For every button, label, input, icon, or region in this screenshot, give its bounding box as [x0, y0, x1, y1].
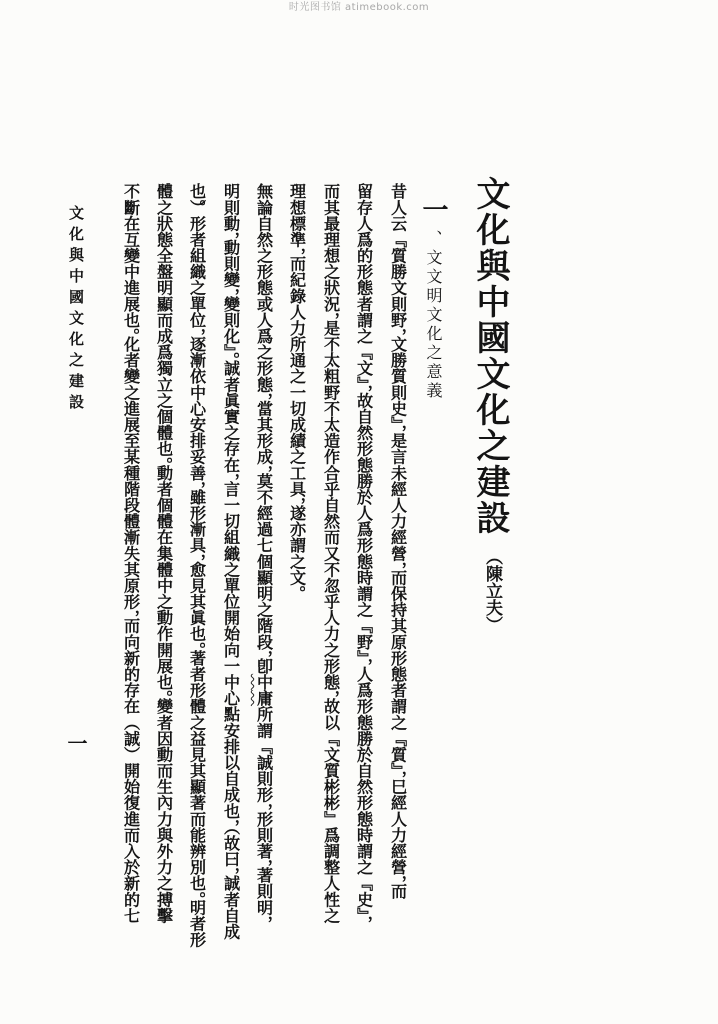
section-heading: 、文文明文化之意義: [424, 230, 443, 401]
punctuation-mark: 。: [154, 689, 173, 698]
punctuation-mark: ，: [254, 464, 273, 473]
text-column: [315, 183, 345, 955]
punctuation-mark: 。: [154, 456, 173, 465]
punctuation-mark: 。: [121, 327, 140, 336]
punctuation-mark: 。: [221, 351, 240, 361]
punctuation-mark: ，: [221, 231, 240, 240]
punctuation-mark: ，: [321, 689, 340, 698]
punctuation-mark: ，: [388, 424, 407, 433]
page-number: 一: [64, 733, 88, 753]
article-author: （陳立夫）: [482, 548, 502, 633]
text-column: [348, 183, 378, 955]
column-text: 理想標準，而紀錄人力所通之一切成績之工具，遂亦謂之文。: [287, 183, 306, 594]
text-column: [248, 183, 278, 955]
column-text-part: 所謂『誠則形，形則著，著則明，: [254, 706, 273, 924]
text-column: [281, 183, 311, 955]
punctuation-mark: ，: [121, 609, 140, 618]
text-column: [148, 183, 178, 955]
article-title: 文化與中國文化之建設: [470, 176, 510, 536]
watermark-text: 时光图书馆 atimebook.com: [288, 2, 430, 13]
column-text: 體之狀態全盤明顯而成爲獨立之個體也。動者個體在集體中之動作開展也。變者因動而生內力與外力之搏擊: [154, 183, 173, 924]
column-text: 也）形者組織之單位，逐漸依中心安排妥善，雖形漸具，愈見其眞也。著者形體之益見其顯著而能辨別也。明者形: [187, 183, 206, 948]
punctuation-mark: ，: [221, 472, 240, 481]
running-title: 文化與中國文化之建設: [67, 205, 85, 415]
punctuation-mark: ，: [354, 915, 373, 924]
punctuation-mark: ，: [254, 915, 273, 924]
punctuation-mark: ，: [187, 327, 206, 336]
punctuation-mark: ，: [354, 657, 373, 666]
column-text-part: 無論自然之形態或人爲之形態，當其形成，莫不經過七個顯明之階段，卽: [254, 183, 273, 674]
punctuation-mark: ，: [187, 480, 206, 489]
punctuation-mark: ，: [388, 327, 407, 336]
punctuation-mark: ，: [254, 858, 273, 867]
punctuation-mark: ，: [388, 770, 407, 779]
column-text: 昔人云『質勝文則野，文勝質則史』，是言未經人力經營，而保持其原形態者謂之『質』，巳經人力經營，而: [388, 183, 407, 900]
punctuation-mark: ，: [254, 392, 273, 401]
book-title-mark: 中庸: [254, 673, 273, 707]
section-number: 一: [418, 196, 448, 222]
punctuation-mark: ，: [254, 802, 273, 811]
punctuation-mark: 。: [187, 641, 206, 650]
column-text: [254, 183, 273, 923]
punctuation-mark: ，: [221, 287, 240, 296]
punctuation-mark: ，: [287, 247, 306, 256]
punctuation-mark: ，: [321, 311, 340, 320]
column-text: 明則動，動則變，變則化』。誠者眞實之存在，言一切組織之單位開始向一中心點安排以自成也，（故曰，誠者自成: [221, 183, 240, 940]
punctuation-mark: 。: [287, 585, 306, 594]
punctuation-mark: ，: [187, 553, 206, 562]
punctuation-mark: 。: [187, 891, 206, 900]
punctuation-mark: ，: [287, 496, 306, 505]
punctuation-mark: ，: [221, 818, 240, 827]
punctuation-mark: ，: [354, 384, 373, 393]
punctuation-mark: ，: [254, 649, 273, 658]
column-text: 而其最理想之狀況，是不太粗野不太造作合乎自然而又不忽乎人力之形態，故以『文質彬彬』爲調整人性之: [321, 183, 340, 924]
text-column: [181, 183, 211, 955]
punctuation-mark: ，: [388, 875, 407, 884]
column-text: 留存人爲的形態者謂之『文』，故自然形態勝於人爲形態時謂之『野』，人爲形態勝於自然形態時謂之『史』，: [354, 183, 373, 924]
text-column: [215, 183, 245, 955]
punctuation-mark: ，: [388, 561, 407, 570]
text-column: [382, 183, 412, 955]
text-column: [115, 183, 145, 955]
punctuation-mark: ，: [221, 866, 240, 876]
column-text: 不斷在互變中進展也。化者變之進展至某種階段體漸失其原形，而向新的存在（誠）開始復進而入於新的七: [121, 183, 140, 924]
